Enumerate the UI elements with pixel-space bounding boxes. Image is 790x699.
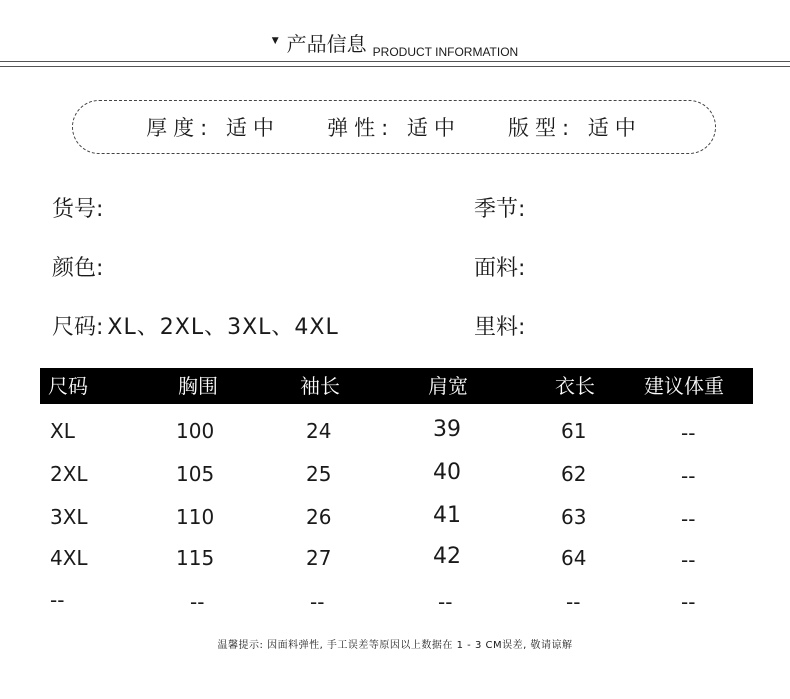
table-cell: --: [50, 588, 65, 612]
header-rule-bottom: [0, 66, 790, 67]
section-header: [0, 28, 790, 60]
table-cell: --: [681, 507, 696, 531]
table-cell: 41: [433, 503, 461, 528]
table-cell: 3XL: [50, 505, 88, 529]
item-number-label: 货号:: [52, 197, 104, 222]
column-header-sleeve: 袖长: [300, 374, 340, 398]
table-cell: 26: [306, 505, 332, 529]
table-cell: 64: [561, 546, 587, 570]
lining-label: 里料:: [474, 315, 526, 340]
elasticity-attribute: 弹性: 适中: [327, 116, 461, 140]
table-cell: --: [681, 548, 696, 572]
color-row: [52, 251, 103, 282]
table-cell: 40: [433, 460, 461, 485]
table-cell: --: [438, 590, 453, 614]
footer-note: 温馨提示: 因面料弹性, 手工误差等原因以上数据在 1 - 3 CM误差, 敬请谅解: [217, 640, 573, 651]
size-label: 尺码:: [52, 315, 104, 340]
table-cell: 24: [306, 419, 332, 443]
fabric-row: [474, 251, 525, 282]
size-row: [52, 310, 339, 341]
column-header-shoulder: 肩宽: [428, 374, 468, 398]
section-title-en: PRODUCT INFORMATION: [372, 45, 519, 59]
table-cell: 2XL: [50, 462, 88, 486]
fabric-label: 面料:: [474, 256, 526, 281]
season-row: [474, 192, 525, 223]
triangle-down-icon: ▼: [271, 35, 279, 46]
table-cell: --: [566, 590, 581, 614]
column-header-length: 衣长: [555, 374, 595, 398]
thickness-attribute: 厚度: 适中: [146, 116, 280, 140]
fit-attribute: 版型: 适中: [508, 116, 642, 140]
table-cell: 63: [561, 505, 587, 529]
item-number-row: [52, 192, 103, 223]
table-cell: 62: [561, 462, 587, 486]
column-header-weight: 建议体重: [644, 374, 724, 398]
table-cell: --: [681, 464, 696, 488]
section-title-cn: 产品信息: [286, 32, 367, 56]
color-label: 颜色:: [52, 256, 104, 281]
table-cell: --: [681, 421, 696, 445]
table-cell: XL: [50, 419, 75, 443]
lining-row: [474, 310, 525, 341]
table-cell: 27: [306, 546, 332, 570]
table-cell: 4XL: [50, 546, 88, 570]
table-cell: 115: [176, 546, 215, 570]
table-cell: 61: [561, 419, 587, 443]
table-cell: 110: [176, 505, 215, 529]
header-rule-top: [0, 61, 790, 62]
table-cell: 100: [176, 419, 215, 443]
table-cell: --: [310, 590, 325, 614]
table-cell: --: [190, 590, 205, 614]
table-cell: 25: [306, 462, 332, 486]
table-cell: 42: [433, 544, 461, 569]
column-header-chest: 胸围: [178, 374, 218, 398]
table-cell: 105: [176, 462, 215, 486]
season-label: 季节:: [474, 197, 526, 222]
size-value: XL、2XL、3XL、4XL: [107, 315, 339, 340]
table-cell: 39: [433, 417, 461, 442]
table-cell: --: [681, 590, 696, 614]
attribute-capsule: [72, 100, 716, 154]
column-header-size: 尺码: [48, 374, 88, 398]
